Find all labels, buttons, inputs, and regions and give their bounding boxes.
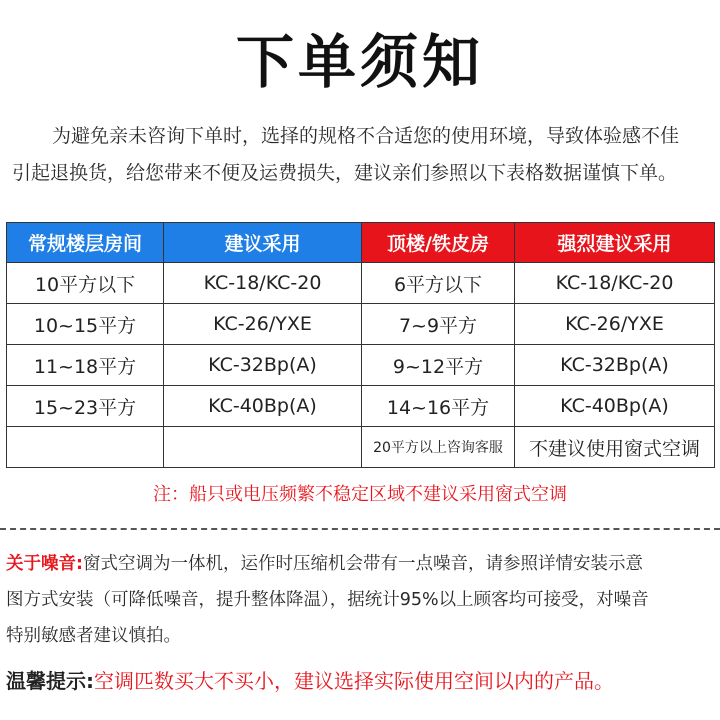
table-cell: 14~16平方 bbox=[362, 386, 515, 427]
noise-line-2: 图方式安装（可降低噪音，提升整体降温），据统计95%以上顾客均可接受，对噪音 bbox=[6, 590, 649, 610]
noise-line-3: 特别敏感者建议慎拍。 bbox=[6, 626, 181, 646]
table-cell bbox=[164, 427, 362, 468]
tip-text: 空调匹数买大不买小，建议选择实际使用空间以内的产品。 bbox=[94, 669, 614, 693]
page-title: 下单须知 bbox=[235, 28, 484, 96]
table-cell: 不建议使用窗式空调 bbox=[515, 427, 715, 468]
table-cell: KC-40Bp(A) bbox=[515, 386, 715, 427]
table-cell: KC-18/KC-20 bbox=[515, 263, 715, 304]
table-cell: 10平方以下 bbox=[7, 263, 164, 304]
table-cell: KC-26/YXE bbox=[164, 304, 362, 345]
noise-label: 关于噪音: bbox=[6, 554, 83, 574]
table-cell: 20平方以上咨询客服 bbox=[362, 427, 515, 468]
table-row bbox=[7, 386, 715, 427]
table-row bbox=[7, 304, 715, 345]
table-cell: KC-26/YXE bbox=[515, 304, 715, 345]
dashed-divider bbox=[0, 528, 720, 530]
spec-table bbox=[6, 222, 715, 468]
table-cell: 10~15平方 bbox=[7, 304, 164, 345]
table-cell: KC-32Bp(A) bbox=[515, 345, 715, 386]
intro-line-2: 引起退换货，给您带来不便及运费损失，建议亲们参照以下表格数据谨慎下单。 bbox=[12, 162, 678, 184]
noise-notice bbox=[6, 546, 718, 654]
table-cell: 7~9平方 bbox=[362, 304, 515, 345]
table-cell: 6平方以下 bbox=[362, 263, 515, 304]
tip-label: 温馨提示: bbox=[6, 669, 94, 693]
header-suggested: 建议采用 bbox=[164, 223, 362, 263]
table-cell: 15~23平方 bbox=[7, 386, 164, 427]
table-cell: KC-32Bp(A) bbox=[164, 345, 362, 386]
table-header-row bbox=[7, 223, 715, 263]
noise-text-1: 窗式空调为一体机，运作时压缩机会带有一点噪音，请参照详情安装示意 bbox=[83, 554, 643, 574]
table-cell: 9~12平方 bbox=[362, 345, 515, 386]
intro-paragraph bbox=[12, 118, 712, 192]
table-row bbox=[7, 345, 715, 386]
table-cell bbox=[7, 427, 164, 468]
header-regular-room: 常规楼层房间 bbox=[7, 223, 164, 263]
warm-tip bbox=[6, 666, 718, 696]
noise-line-1 bbox=[6, 546, 718, 582]
table-cell: KC-18/KC-20 bbox=[164, 263, 362, 304]
table-cell: KC-40Bp(A) bbox=[164, 386, 362, 427]
header-strongly-suggested: 强烈建议采用 bbox=[515, 223, 715, 263]
table-row bbox=[7, 427, 715, 468]
header-top-floor: 顶楼/铁皮房 bbox=[362, 223, 515, 263]
table-cell: 11~18平方 bbox=[7, 345, 164, 386]
table-row bbox=[7, 263, 715, 304]
intro-line-1: 为避免亲未咨询下单时，选择的规格不合适您的使用环境，导致体验感不佳 bbox=[52, 125, 680, 147]
table-note: 注：船只或电压频繁不稳定区域不建议采用窗式空调 bbox=[153, 484, 567, 505]
